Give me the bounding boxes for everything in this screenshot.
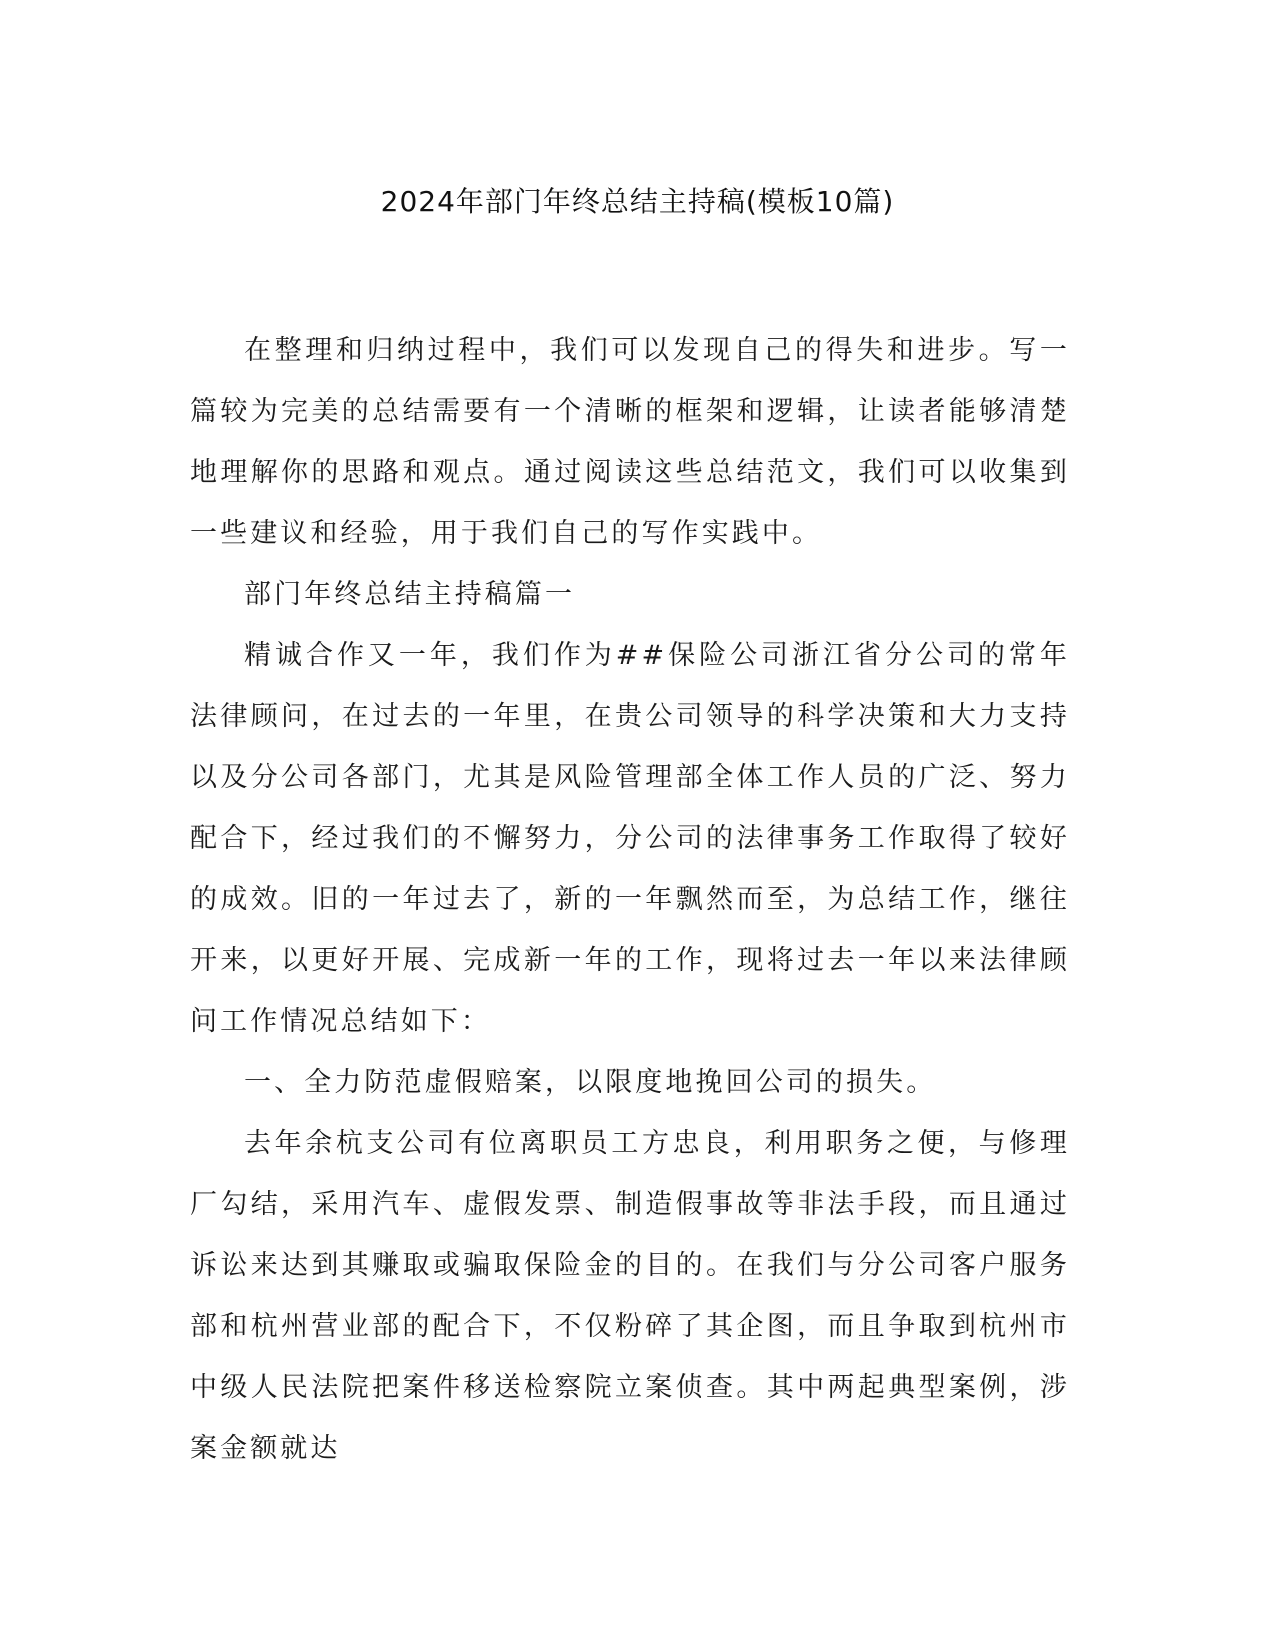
section-heading: 部门年终总结主持稿篇一 bbox=[244, 579, 576, 610]
intro-paragraph: 在整理和归纳过程中，我们可以发现自己的得失和进步。写一篇较为完美的总结需要有一个清晰的框架和逻辑，让读者能够清楚地理解你的思路和观点。通过阅读这些总结范文，我们可以收集到一些建议和经验，用于我们自己的写作实践中。 bbox=[190, 335, 1070, 549]
body-paragraph: 精诚合作又一年，我们作为##保险公司浙江省分公司的常年法律顾问，在过去的一年里，在贵公司领导的科学决策和大力支持以及分公司各部门，尤其是风险管理部全体工作人员的广泛、努力配合下，经过我们的不懈努力，分公司的法律事务工作取得了较好的成效。旧的一年过去了，新的一年飘然而至，为总结工作，继往开来，以更好开展、完成新一年的工作，现将过去一年以来法律顾问工作情况总结如下： bbox=[190, 640, 1070, 1037]
document-title: 2024年部门年终总结主持稿(模板10篇) bbox=[380, 185, 895, 218]
document-body bbox=[190, 320, 1070, 1479]
body-paragraph: 去年余杭支公司有位离职员工方忠良，利用职务之便，与修理厂勾结，采用汽车、虚假发票、制造假事故等非法手段，而且通过诉讼来达到其赚取或骗取保险金的目的。在我们与分公司客户服务部和杭州营业部的配合下，不仅粉碎了其企图，而且争取到杭州市中级人民法院把案件移送检察院立案侦查。其中两起典型案例，涉案金额就达 bbox=[190, 1128, 1070, 1464]
subsection-heading: 一、全力防范虚假赔案，以限度地挽回公司的损失。 bbox=[244, 1067, 937, 1098]
